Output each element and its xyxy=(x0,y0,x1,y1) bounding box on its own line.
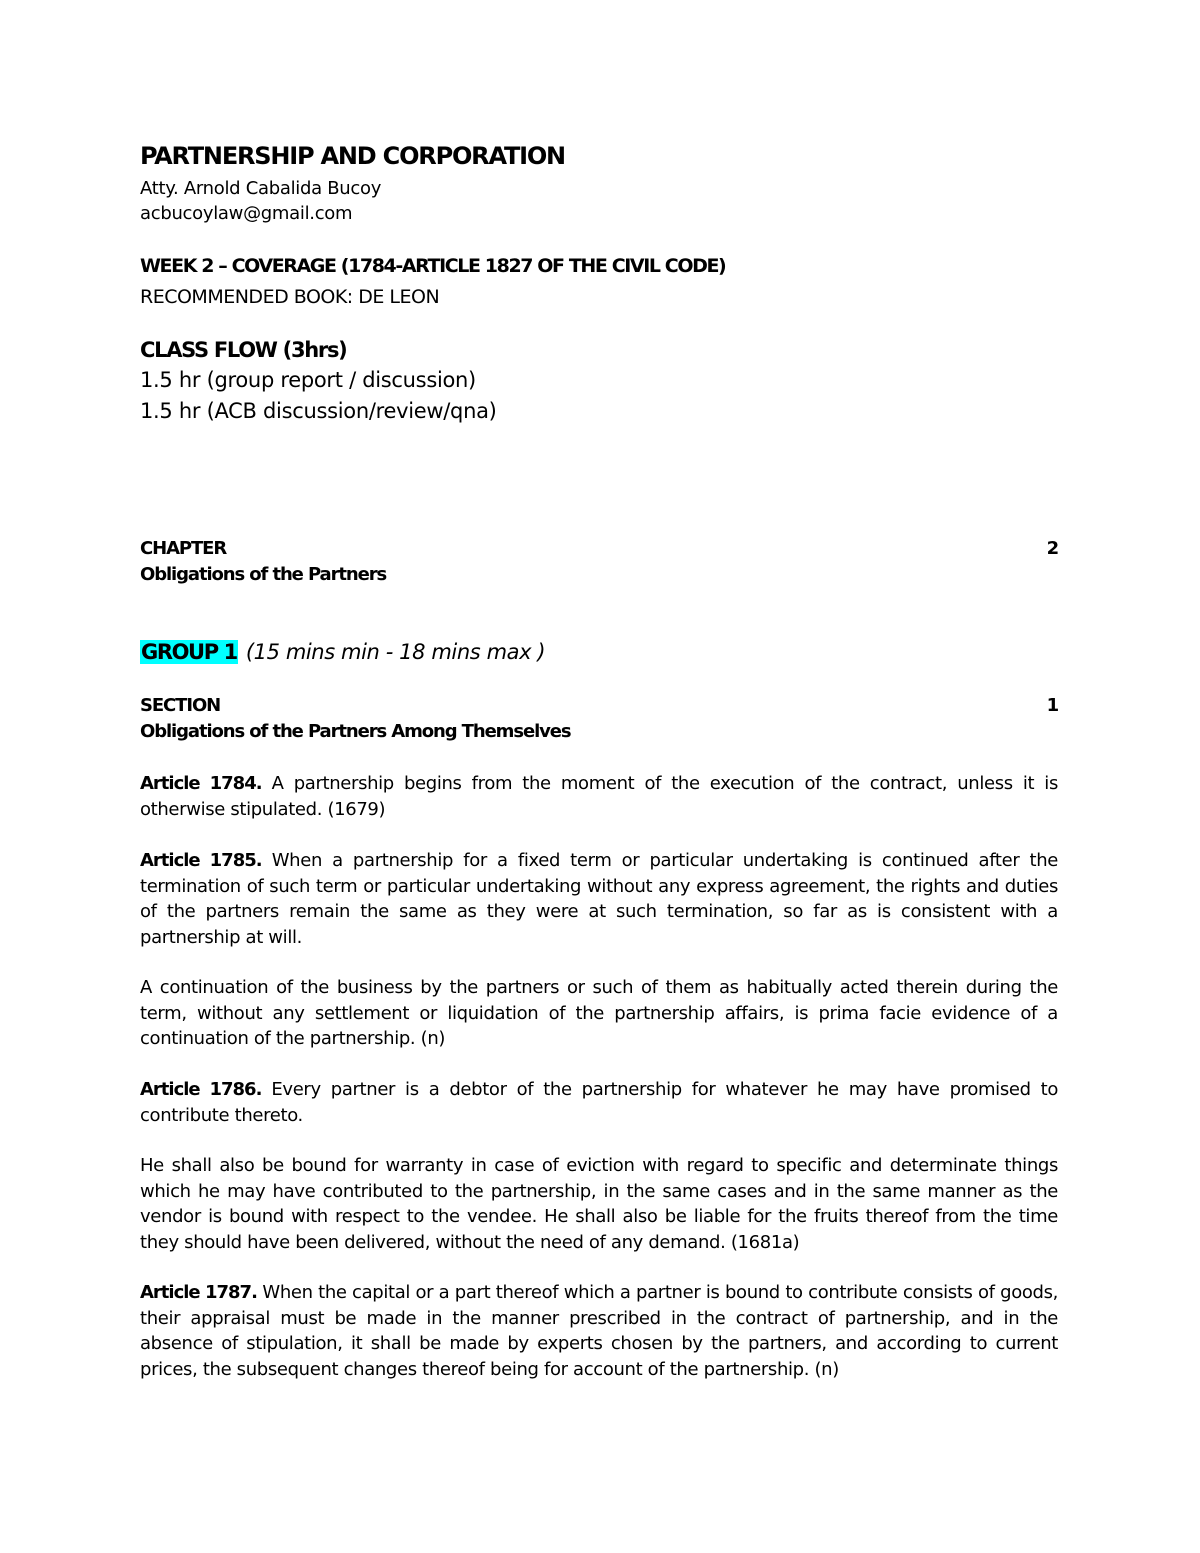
document-page xyxy=(140,0,1058,1553)
article-1786-continuation: He shall also be bound for warranty in case of eviction with regard to specific and determinate things which he may have contributed to the partnership, in the same cases and in the same manner as the vendor is bound with respect to the vendee. He shall also be liable for the fruits thereof from the time they should have been delivered, without the need of any demand. (1681a) xyxy=(140,1155,1058,1253)
chapter-title: Obligations of the Partners xyxy=(140,564,387,585)
chapter-heading xyxy=(140,538,1058,559)
chapter-label: CHAPTER xyxy=(140,538,227,559)
article-label: Article 1787. xyxy=(140,1282,257,1303)
article-1784 xyxy=(140,771,1058,822)
article-label: Article 1784. xyxy=(140,773,262,794)
group-heading xyxy=(140,640,545,664)
article-text: When a partnership for a fixed term or particular undertaking is continued after the termination of such term or particular undertaking without any express agreement, the rights and duties of the partners remain the same as they were at such termination, so far as is consistent with a partnership at will. xyxy=(140,850,1058,948)
article-text: When the capital or a part thereof which a partner is bound to contribute consists of goods, their appraisal must be made in the manner prescribed in the contract of partnership, and in the absence of stipulation, it shall be made by experts chosen by the partners, and according to current prices, the subsequent changes thereof being for account of the partnership. (n) xyxy=(140,1282,1058,1380)
author-name: Atty. Arnold Cabalida Bucoy xyxy=(140,178,382,199)
class-flow-item: 1.5 hr (group report / discussion) xyxy=(140,368,476,392)
article-1785 xyxy=(140,848,1058,950)
article-1787 xyxy=(140,1280,1058,1382)
section-heading xyxy=(140,695,1058,716)
article-label: Article 1785. xyxy=(140,850,262,871)
article-label: Article 1786. xyxy=(140,1079,262,1100)
group-label: GROUP 1 xyxy=(141,640,237,664)
week-coverage: WEEK 2 – COVERAGE (1784-ARTICLE 1827 OF THE CIVIL CODE) xyxy=(140,255,726,277)
article-text: Every partner is a debtor of the partnership for whatever he may have promised to contribute thereto. xyxy=(140,1079,1058,1126)
article-1785-continuation: A continuation of the business by the partners or such of them as habitually acted therein during the term, without any settlement or liquidation of the partnership affairs, is prima facie evidence of a continuation of the partnership. (n) xyxy=(140,977,1058,1049)
document-title: PARTNERSHIP AND CORPORATION xyxy=(140,142,565,170)
class-flow-item: 1.5 hr (ACB discussion/review/qna) xyxy=(140,399,497,423)
chapter-number: 2 xyxy=(1046,538,1058,559)
section-label: SECTION xyxy=(140,695,221,716)
article-1786 xyxy=(140,1077,1058,1128)
section-title: Obligations of the Partners Among Themselves xyxy=(140,721,571,742)
section-number: 1 xyxy=(1046,695,1058,716)
class-flow-title: CLASS FLOW (3hrs) xyxy=(140,338,347,362)
author-email: acbucoylaw@gmail.com xyxy=(140,203,353,224)
group-time: (15 mins min - 18 mins max ) xyxy=(245,640,546,664)
recommended-book: RECOMMENDED BOOK: DE LEON xyxy=(140,286,440,308)
article-text: A partnership begins from the moment of the execution of the contract, unless it is otherwise stipulated. (1679) xyxy=(140,773,1058,820)
